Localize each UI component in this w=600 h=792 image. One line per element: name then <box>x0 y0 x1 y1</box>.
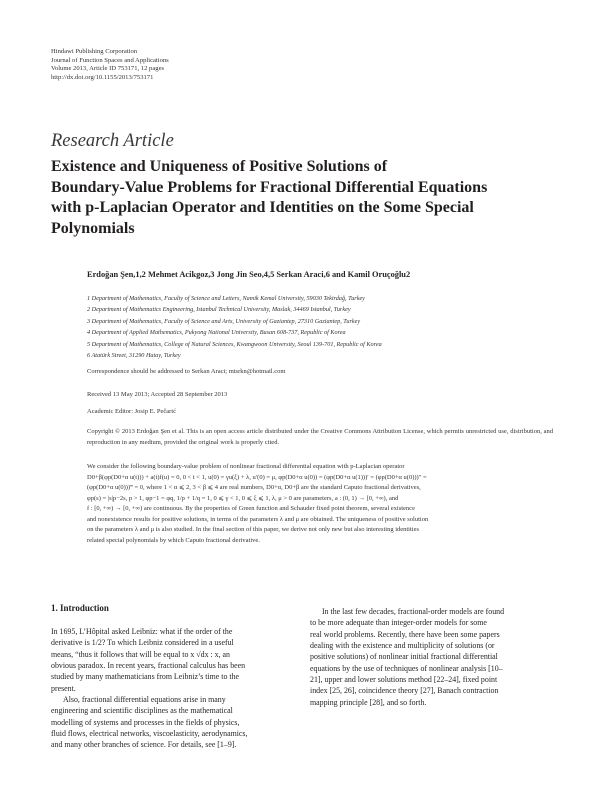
body-line: positive solutions) of nonlinear initial fractional differential <box>310 652 498 662</box>
abstract-line: φp(s) = |s|p−2s, p > 1, φp−1 = φq, 1/p + 1/q = 1, 0 ⩽ γ < 1, 0 ⩽ ξ ⩽ 1, λ, μ > 0 are parameters, a : (0, 1) → [0, +∞), and <box>87 494 399 502</box>
abstract-line: f : [0, +∞) → [0, +∞) are continuous. By the properties of Green function and Schauder fixed point theorem, several existence <box>87 505 415 512</box>
abstract-line: and nonexistence results for positive solutions, in terms of the parameters λ and μ are obtained. The uniqueness of positive solution <box>87 515 429 523</box>
publisher-name: Hindawi Publishing Corporation <box>51 48 138 55</box>
intro-right-column <box>310 606 537 708</box>
body-line: Also, fractional differential equations arise in many <box>63 695 226 705</box>
intro-left-column <box>51 626 278 751</box>
affiliation: 6 Atatürk Street, 31290 Hatay, Turkey <box>87 352 181 360</box>
body-line: and many other branches of science. For details, see [1–9]. <box>51 740 237 750</box>
title-line: Existence and Uniqueness of Positive Solutions of <box>51 158 388 175</box>
body-line: real world problems. Recently, there have been some papers <box>310 629 500 639</box>
volume-info: Volume 2013, Article ID 753171, 12 pages <box>51 65 165 73</box>
body-line: engineering and scientific disciplines as the mathematical <box>51 706 233 716</box>
journal-header <box>51 48 169 82</box>
abstract-line: on the parameters λ and μ is also studied. In the final section of this paper, we derive not only new but also interesting identities <box>87 526 420 533</box>
body-line: fluid flows, electrical networks, viscoelasticity, aerodynamics, <box>51 729 248 739</box>
section-heading-introduction: 1. Introduction <box>51 603 109 613</box>
body-line: mapping principle [28], and so forth. <box>310 697 427 707</box>
title-line: with p-Laplacian Operator and Identities on the Some Special <box>51 199 474 216</box>
author-list: Erdoğan Şen,1,2 Mehmet Acikgoz,3 Jong Jin Seo,4,5 Serkan Araci,6 and Kamil Oruçoğlu2 <box>87 270 411 279</box>
copyright-notice: Copyright © 2013 Erdoğan Şen et al. This is an open access article distributed under the Creative Commons Attribution License, which permits unrestricted use, distribution, and reproduction in any medium, provided the original work is properly cited. <box>87 428 553 446</box>
abstract-line: D0+β(φp(D0+α u(t))) + a(t)f(u) = 0, 0 < t < 1, u(0) = γu(ξ) + λ, u′(0) = μ, φp(D0+α u(0)) = (φp(D0+α u(1)))′ = (φp(D0+α u(0)))″ = <box>87 473 427 481</box>
abstract-line: We consider the following boundary-value problem of nonlinear fractional differential equation with p-Laplacian operator <box>87 463 405 470</box>
body-line: In the last few decades, fractional-order models are found <box>322 607 505 616</box>
body-line: present. <box>51 683 76 693</box>
affiliation-list <box>87 293 382 361</box>
abstract-line: (φp(D0+α u(0)))‴ = 0, where 1 < α ⩽ 2, 3 < β ⩽ 4 are real numbers, D0+α, D0+β are the standard Caputo fractional derivatives, <box>87 484 421 491</box>
journal-name: Journal of Function Spaces and Applications <box>51 56 169 64</box>
affiliation: 4 Department of Applied Mathematics, Pukyong National University, Busan 608-737, Republic of Korea <box>87 329 346 337</box>
received-dates: Received 13 May 2013; Accepted 28 September 2013 <box>87 391 228 398</box>
paper-title <box>51 157 561 239</box>
title-line: Polynomials <box>51 219 135 237</box>
body-line: modelling of systems and processes in the fields of physics, <box>51 717 240 727</box>
affiliation: 2 Department of Mathematics Engineering, Istanbul Technical University, Maslak, 34469 Istanbul, Turkey <box>87 306 351 314</box>
body-line: obvious paradox. In recent years, fractional calculus has been <box>51 661 246 671</box>
affiliation: 1 Department of Mathematics, Faculty of Science and Letters, Namik Kemal University, 59030 Tekirdağ, Turkey <box>87 295 365 302</box>
article-type: Research Article <box>51 131 174 151</box>
body-line: means, “thus it follows that will be equal to x √dx : x, an <box>51 649 230 659</box>
doi-link[interactable]: http://dx.doi.org/10.1155/2013/753171 <box>51 73 154 81</box>
body-line: dealing with the existence and multiplicity of solutions (or <box>310 641 495 651</box>
body-line: to be more adequate than integer-order models for some <box>310 618 487 628</box>
body-line: equations by the use of techniques of nonlinear analysis [10– <box>310 663 503 673</box>
affiliation: 3 Department of Mathematics, Faculty of Science and Arts, University of Gaziantep, 27310 Gaziantep, Turkey <box>87 317 361 325</box>
affiliation: 5 Department of Mathematics, College of Natural Sciences, Kwangwoon University, Seoul 139-701, Republic of Korea <box>87 340 382 348</box>
body-line: 21], upper and lower solutions method [22–24], fixed point <box>310 675 498 685</box>
body-line: derivative is 1/2? To which Leibniz considered in a useful <box>51 638 234 648</box>
abstract <box>87 462 553 546</box>
title-line: Boundary-Value Problems for Fractional Differential Equations <box>51 178 488 196</box>
body-line: In 1695, L’Hôpital asked Leibniz: what if the order of the <box>51 627 233 636</box>
academic-editor: Academic Editor: Josip E. Pečarić <box>87 408 176 415</box>
body-line: studied by many mathematicians from Leibniz’s time to the <box>51 672 240 682</box>
body-line: index [25, 26], coincidence theory [27], Banach contraction <box>310 686 499 696</box>
abstract-line: related special polynomials by which Caputo fractional derivative. <box>87 536 260 544</box>
correspondence: Correspondence should be addressed to Serkan Araci; mtsrkn@hotmail.com <box>87 368 286 375</box>
